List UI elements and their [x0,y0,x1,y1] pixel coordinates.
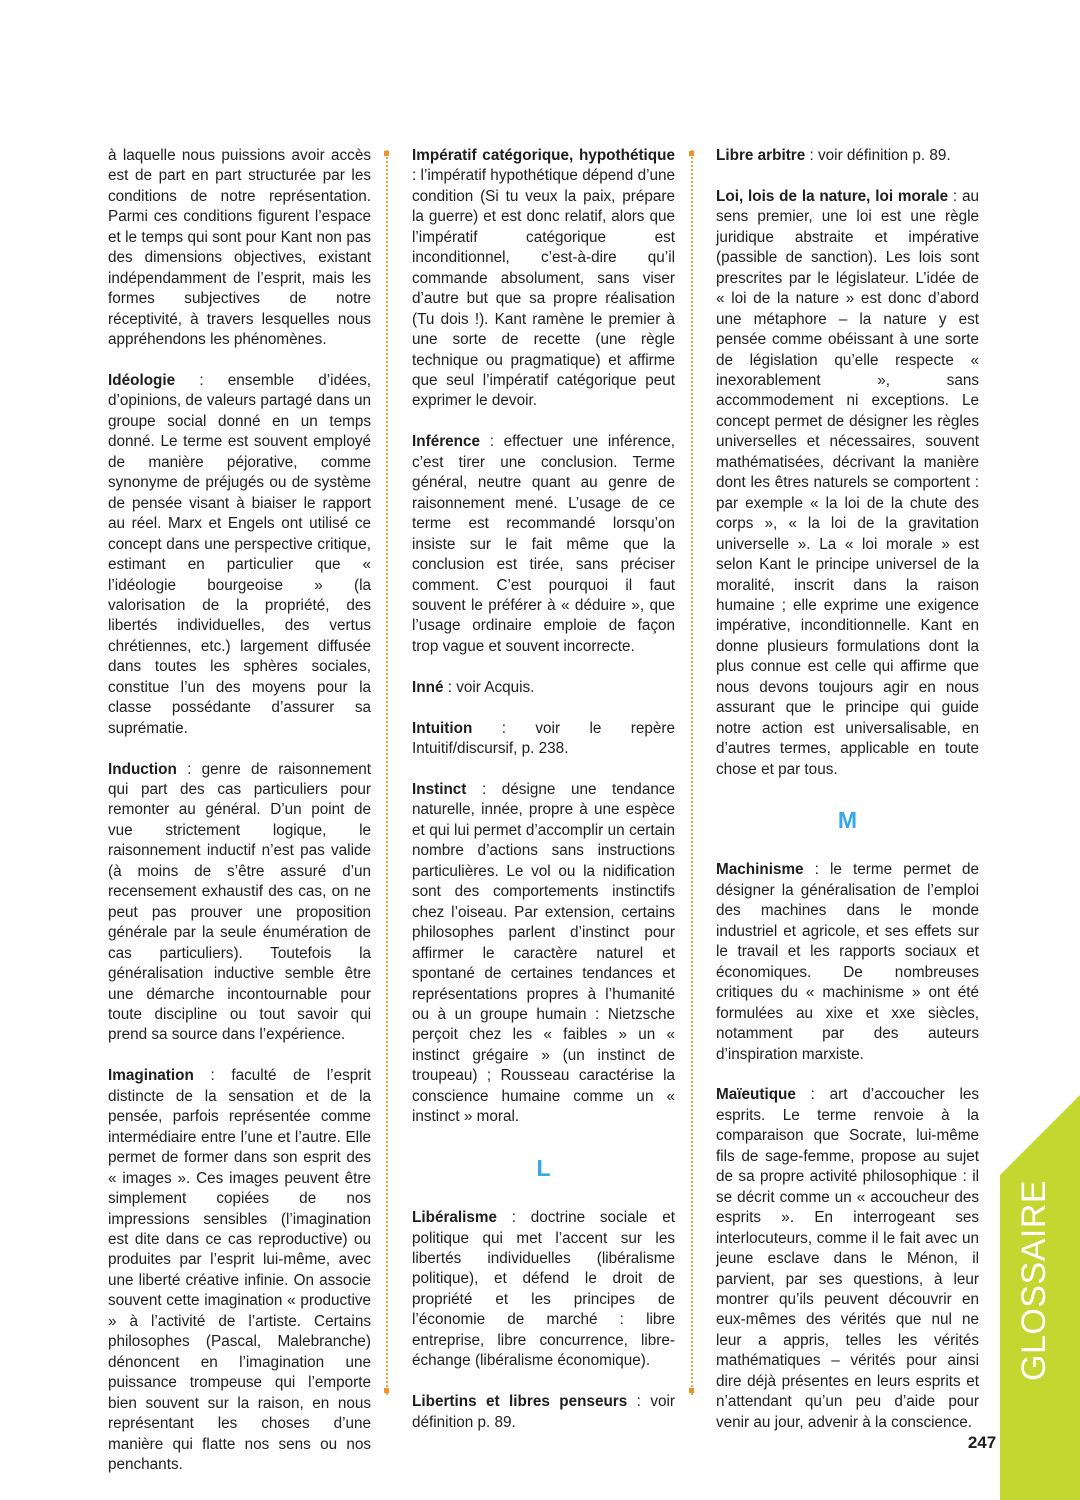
glossary-entry [716,146,979,166]
entry-term: Inné [412,678,444,696]
glossary-entry [716,187,979,780]
glossary-entry [108,1066,371,1475]
entry-definition: : art d’accoucher les esprits. Le terme renvoie à la comparaison que Socrate, lui-même fils de sage-femme, propose au sujet de sa propre activité philosophique : il se décrit comme un « accoucheur des esprits ». En interrogeant ses interlocuteurs, comme il le fait avec un jeune esclave dans le Ménon, il parvient, par ses questions, à leur montrer qu’ils peuvent découvrir en eux-mêmes des vérités que nul ne leur a appris, telles les vérités mathématiques – vérités pour ainsi dire déjà présentes en leurs esprits et n’attendant qu’un peu d’aide pour venir au jour, advenir à la conscience. [716,1086,979,1431]
entry-definition: à laquelle nous puissions avoir accès est de part en part structurée par les conditions de notre représentation. Parmi ces conditions figurent l’espace et le temps qui sont pour Kant non pas des dimensions objectives, existant indépendamment de l’esprit, mais les formes subjectives de notre réceptivité, à travers lesquelles nous appréhendons les phénomènes. [108,147,371,349]
section-letter: M [837,807,858,834]
entry-term: Idéologie [108,371,176,389]
entry-definition: : l’impératif hypothétique dépend d’une condition (Si tu veux la paix, prépare la guerre) et est donc relatif, alors que l’impératif catégorique est inconditionnel, c’est-à-dire qu’il commande absolument, sans viser d’autre but que sa propre réalisation (Tu dois !). Kant ramène le premier à une sorte de recette (une règle technique ou pragmatique) et affirme que seul l’impératif catégorique peut exprimer le devoir. [412,167,675,410]
glossary-column-3 [716,146,979,1454]
glossary-entry [412,678,675,698]
page-number: 247 [967,1433,997,1452]
entry-definition: : voir le repère Intuitif/discursif, p. 238. [412,719,675,758]
glossary-entry [412,146,675,412]
entry-continuation [108,146,371,351]
entry-definition: : genre de raisonnement qui part des cas particuliers pour remonter au général. D’un point de vue strictement logique, le raisonnement inductif n’est pas valide (à moins de s’être assuré d’un recensement exhaustif des cas, on ne peut pas prouver une proposition générale par la seule énumération de cas particuliers). Toutefois la généralisation inductive semble être une démarche incontournable pour toute discipline ou tout savoir qui prend sa source dans l’expérience. [108,760,371,1044]
glossary-entry [412,1208,675,1372]
separator-marker [689,151,694,156]
entry-term: Impératif catégorique, hypothétique [412,147,675,164]
glossary-column-2 [412,146,675,1454]
entry-term: Instinct [412,780,467,798]
column-separator-1 [386,150,388,1395]
entry-definition: : voir définition p. 89. [805,147,951,164]
entry-term: Intuition [412,719,473,737]
glossary-entry [108,371,371,739]
glossary-column-1 [108,146,371,1496]
glossary-entry [716,860,979,1065]
entry-definition: : effectuer une inférence, c’est tirer une conclusion. Terme général, neutre quant au genre de raisonnement mené. L’usage de ce terme est recommandé lorsqu’on insiste sur le fait même que la conclusion est tirée, sans préciser comment. C’est pourquoi il faut souvent le préférer à « déduire », que l’usage ordinaire emploie de façon trop vague et souvent incorrecte. [412,433,675,655]
entry-definition: : au sens premier, une loi est une règle juridique abstraite et impérative (passible de sanction). Les lois sont prescrites par le législateur. L’idée de « loi de la nature » est donc d’abord une métaphore – la nature y est pensée comme obéissant à une sorte de législation qu’elle respecte « inexorablement », sans accommodement ni exceptions. Le concept permet de désigner les règles universelles et nécessaires, souvent mathématisées, décrivant la manière dont les êtres naturels se comportent : par exemple « la loi de la chute des corps », « la loi de la gravitation universelle ». La « loi morale » est selon Kant le principe universel de la moralité, inscrit dans la raison humaine ; elle exprime une exigence impérative, inconditionnelle. Kant en donne plusieurs formulations dont la plus connue est celle qui affirme que nous devons toujours agir en nous assurant que le principe qui guide notre action est universalisable, en d’autres termes, applicable en toute chose et par tous. [716,187,980,778]
entry-term: Libertins et libres penseurs [412,1393,628,1411]
glossary-entry [412,719,675,760]
glossary-entry [412,780,675,1128]
separator-marker [689,1388,694,1393]
column-separator-2 [691,150,693,1395]
entry-definition: : doctrine sociale et politique qui met l’accent sur les libertés individuelles (libéralisme politique), et défend le droit de propriété et les principes de l’économie de marché : libre entreprise, libre concurrence, libre-échange (libéralisme économique). [412,1209,675,1370]
entry-term: Imagination [108,1067,194,1085]
section-tab-text: GLOSSAIRE [1014,1179,1053,1381]
separator-marker [384,1388,389,1393]
entry-term: Inférence [412,433,481,451]
glossary-entry [716,1085,979,1433]
glossary-entry [108,760,371,1046]
separator-marker [384,151,389,156]
entry-term: Induction [108,760,177,778]
entry-term: Maïeutique [716,1086,796,1104]
entry-term: Libre arbitre [716,147,806,164]
entry-definition: : désigne une tendance naturelle, innée, propre à une espèce et qui lui permet d’accomplir un certain nombre d’actions sans instructions particulières. Le vol ou la nidification sont des comportements instinctifs chez l’oiseau. Par extension, certains philosophes parlent d’instinct pour affirmer le caractère naturel et spontané de certaines tendances et représentations propres à l’humanité ou à un groupe humain : Nietzsche perçoit chez les « faibles » un « instinct grégaire » (un instinct de troupeau) ; Rousseau caractérise la conscience humaine comme un « instinct » moral. [412,780,675,1126]
glossary-entry [412,1392,675,1433]
entry-definition: : faculté de l’esprit distincte de la sensation et de la pensée, parfois représentée comme intermédiaire entre l’une et l’autre. Elle permet de former dans son esprit des « images ». Ces images peuvent être simplement copiées de nos impressions sensibles (l’imagination est dite dans ce cas reproductive) ou produites par l’esprit lui-même, avec une liberté créative infinie. On associe souvent cette imagination « productive » à l’activité de l’artiste. Certains philosophes (Pascal, Malebranche) dénoncent en l’imagination une puissance trompeuse qui l’emporte bien souvent sur la raison, en nous représentant les choses d’une manière qui flatte nos sens ou nos penchants. [108,1067,371,1473]
entry-term: Libéralisme [412,1209,498,1227]
entry-definition: : voir Acquis. [443,678,535,696]
entry-term: Loi, lois de la nature, loi morale [716,187,949,205]
section-tab-label [1004,1179,1064,1381]
entry-definition: : ensemble d’idées, d’opinions, de valeurs partagé dans un groupe social donné en un temps donné. Le terme est souvent employé de manière péjorative, comme synonyme de préjugés ou de système de pensée visant à biaiser le rapport au réel. Marx et Engels ont utilisé ce concept dans une perspective critique, estimant en particulier que « l’idéologie bourgeoise » (la valorisation de la propriété, des libertés individuelles, des vertus chrétiennes, etc.) largement diffusée dans toutes les sphères sociales, constitue l’un des moyens pour la classe possédante d’assurer sa suprématie. [108,371,371,737]
entry-definition: : le terme permet de désigner la généralisation de l’emploi des machines dans le monde industriel et agricole, et ses effets sur le travail et les rapports sociaux et économiques. De nombreuses critiques du « machinisme » ont été formulées au xixe et xxe siècles, notamment par des auteurs d’inspiration marxiste. [716,861,979,1063]
entry-term: Machinisme [716,861,804,879]
glossary-entry [412,432,675,657]
section-letter: L [536,1155,551,1182]
entry-definition: : voir définition p. 89. [412,1393,675,1431]
